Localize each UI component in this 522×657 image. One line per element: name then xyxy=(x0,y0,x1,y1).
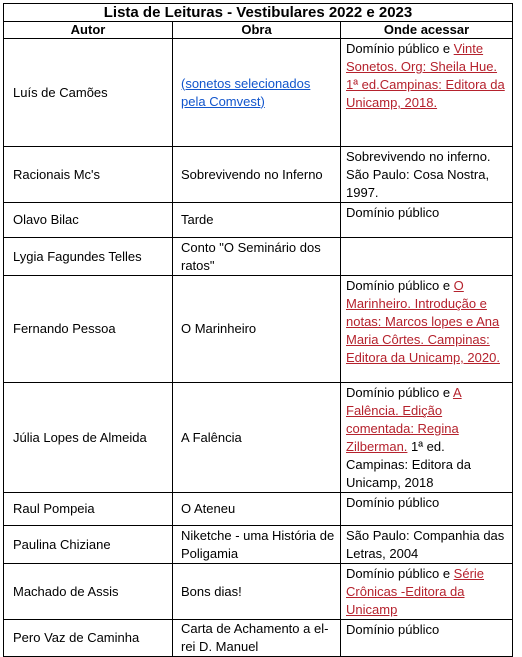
autor-cell xyxy=(4,526,173,564)
acesso-text: Domínio público e xyxy=(346,41,454,56)
obra-text: O Marinheiro xyxy=(181,321,257,336)
column-header-autor: Autor xyxy=(4,22,173,39)
obra-text: O Ateneu xyxy=(181,501,236,516)
autor-text: Paulina Chiziane xyxy=(13,536,111,552)
obra-cell xyxy=(173,493,341,526)
table-row xyxy=(4,147,513,203)
obra-cell xyxy=(173,276,341,383)
acesso-text: Sobrevivendo no inferno. São Paulo: Cosa Nostra, 1997. xyxy=(346,149,491,200)
obra-cell xyxy=(173,39,341,147)
acesso-link[interactable]: O Marinheiro. Introdução e notas: Marcos lopes e Ana Maria Côrtes. Campinas: Editora da Unicamp, 2020. xyxy=(346,278,500,365)
obra-cell xyxy=(173,564,341,620)
onde-acessar-cell xyxy=(341,620,513,657)
autor-text: Pero Vaz de Caminha xyxy=(13,630,140,645)
acesso-link[interactable]: Vinte Sonetos. Org: Sheila Hue. 1ª ed.Campinas: Editora da Unicamp, 2018. xyxy=(346,41,505,110)
acesso-text: Domínio público xyxy=(346,205,440,220)
autor-text: Olavo Bilac xyxy=(13,212,79,227)
acesso-text: São Paulo: Companhia das Letras, 2004 xyxy=(346,528,505,561)
onde-acessar-cell xyxy=(341,383,513,493)
table-row xyxy=(4,493,513,526)
onde-acessar-cell xyxy=(341,526,513,564)
obra-cell xyxy=(173,526,341,564)
table-row xyxy=(4,39,513,147)
autor-cell xyxy=(4,238,173,276)
autor-text: Raul Pompeia xyxy=(13,501,95,516)
acesso-link[interactable]: Série Crônicas -Editora da Unicamp xyxy=(346,566,485,617)
acesso-text: Domínio público xyxy=(346,495,440,510)
onde-acessar-cell xyxy=(341,203,513,238)
obra-text: Niketche - uma História de Poligamia xyxy=(181,527,335,561)
obra-cell xyxy=(173,383,341,493)
autor-text: Machado de Assis xyxy=(13,583,119,599)
onde-acessar-cell xyxy=(341,238,513,276)
obra-cell xyxy=(173,238,341,276)
table-row xyxy=(4,383,513,493)
table-row xyxy=(4,203,513,238)
autor-cell xyxy=(4,564,173,620)
table-row xyxy=(4,620,513,657)
autor-cell xyxy=(4,383,173,493)
onde-acessar-cell xyxy=(341,39,513,147)
autor-cell xyxy=(4,147,173,203)
table-row xyxy=(4,564,513,620)
autor-text: Júlia Lopes de Almeida xyxy=(13,429,147,445)
column-header-obra: Obra xyxy=(173,22,341,39)
acesso-text-suffix: 1ª ed. Campinas: Editora da Unicamp, 2018 xyxy=(346,439,472,490)
table-row xyxy=(4,276,513,383)
obra-text: Carta de Achamento a el-rei D. Manuel xyxy=(181,621,329,654)
autor-cell xyxy=(4,276,173,383)
autor-cell xyxy=(4,39,173,147)
autor-text: Racionais Mc's xyxy=(13,166,101,182)
acesso-text: Domínio público xyxy=(346,622,440,637)
obra-link[interactable]: (sonetos selecionados pela Comvest) xyxy=(181,75,311,109)
obra-text: Bons dias! xyxy=(181,583,242,599)
acesso-text: Domínio público e xyxy=(346,385,453,400)
onde-acessar-cell xyxy=(341,564,513,620)
obra-text: Tarde xyxy=(181,212,214,227)
onde-acessar-cell xyxy=(341,276,513,383)
autor-text: Lygia Fagundes Telles xyxy=(13,248,142,264)
column-header-onde-acessar: Onde acessar xyxy=(341,22,513,39)
onde-acessar-cell xyxy=(341,147,513,203)
autor-cell xyxy=(4,493,173,526)
table-row xyxy=(4,238,513,276)
obra-cell xyxy=(173,147,341,203)
obra-text: Conto "O Seminário dos ratos" xyxy=(181,239,321,273)
autor-cell xyxy=(4,203,173,238)
acesso-link[interactable]: A Falência. Edição comentada: Regina Zilberman. xyxy=(346,385,462,454)
acesso-text: Domínio público e xyxy=(346,278,454,293)
obra-text: Sobrevivendo no Inferno xyxy=(181,166,323,182)
table-body xyxy=(4,39,513,657)
onde-acessar-cell xyxy=(341,493,513,526)
obra-cell xyxy=(173,203,341,238)
header-row xyxy=(4,22,513,39)
acesso-text: Domínio público e xyxy=(346,566,454,581)
autor-text: Luís de Camões xyxy=(13,84,108,100)
autor-text: Fernando Pessoa xyxy=(13,321,116,336)
obra-text: A Falência xyxy=(181,429,242,445)
reading-list-table xyxy=(3,3,513,657)
table-row xyxy=(4,526,513,564)
table-title: Lista de Leituras - Vestibulares 2022 e 2023 xyxy=(4,4,513,22)
autor-cell xyxy=(4,620,173,657)
obra-cell xyxy=(173,620,341,657)
